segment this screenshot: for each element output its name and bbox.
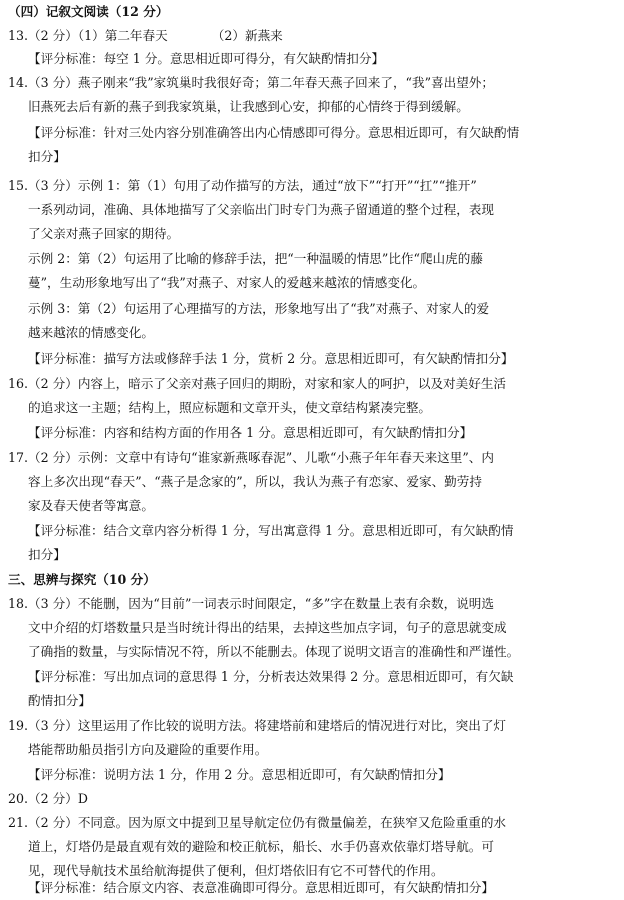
scoring-note-21: 【评分标准：结合原文内容、表意准确即可得分。意思相近即可，有欠缺酌情扣分】 [28,880,494,895]
answer-13: 13.（2 分）（1）第二年春天 （2）新燕来 [8,28,283,43]
answer-15-example-1-line-1: 15.（3 分）示例 1：第（1）句用了动作描写的方法，通过“放下”“打开”“扛”“推开” [8,178,477,193]
answer-14-line-2: 旧燕死去后有新的燕子到我家筑巢，让我感到心安，抑郁的心情终于得到缓解。 [28,99,469,114]
answer-15-example-1-line-3: 了父亲对燕子回家的期待。 [28,226,180,241]
scoring-note-19: 【评分标准：说明方法 1 分，作用 2 分。意思相近即可，有欠缺酌情扣分】 [28,767,451,782]
answer-19-line-2: 塔能帮助船员指引方向及避险的重要作用。 [28,742,268,757]
scoring-note-14-line-1: 【评分标准：针对三处内容分别准确答出内心情感即可得分。意思相近即可，有欠缺酌情 [28,125,520,140]
answer-15-example-2-line-2: 蔓”，生动形象地写出了“我”对燕子、对家人的爱越来越浓的情感变化。 [28,275,426,290]
answer-21-line-2: 道上，灯塔仍是最直观有效的避险和校正航标，船长、水手仍喜欢依靠灯塔导航。可 [28,839,494,854]
scoring-note-14-line-2: 扣分】 [28,149,66,164]
scoring-note-13: 【评分标准：每空 1 分。意思相近即可得分，有欠缺酌情扣分】 [28,51,385,66]
scoring-note-18-line-2: 酌情扣分】 [28,693,91,708]
answer-18-line-2: 文中介绍的灯塔数量只是当时统计得出的结果，去掉这些加点字词，句子的意思就变成 [28,620,507,635]
answer-15-example-2-line-1: 示例 2：第（2）句运用了比喻的修辞手法，把“一种温暖的情思”比作“爬山虎的藤 [28,251,483,266]
scoring-note-18-line-1: 【评分标准：写出加点词的意思得 1 分，分析表达效果得 2 分。意思相近即可，有欠缺 [28,669,514,684]
answer-17-line-2: 容上多次出现“春天”、“燕子是念家的”，所以，我认为燕子有恋家、爱家、勤劳持 [28,474,482,489]
answer-18-line-1: 18.（3 分）不能删，因为“目前”一词表示时间限定，“多”字在数量上表有余数，说明选 [8,596,494,611]
scoring-note-17-line-2: 扣分】 [28,547,66,562]
scoring-note-17-line-1: 【评分标准：结合文章内容分析得 1 分，写出寓意得 1 分。意思相近即可，有欠缺酌情 [28,523,514,538]
section-heading-critical-inquiry: 三、思辨与探究（10 分） [8,572,156,587]
answer-21-line-1: 21.（2 分）不同意。因为原文中提到卫星导航定位仍有微量偏差，在狭窄又危险重重的水 [8,815,507,830]
answer-19-line-1: 19.（3 分）这里运用了作比较的说明方法。将建塔前和建塔后的情况进行对比，突出了灯 [8,718,507,733]
scoring-note-16: 【评分标准：内容和结构方面的作用各 1 分。意思相近即可，有欠缺酌情扣分】 [28,425,473,440]
answer-15-example-3-line-1: 示例 3：第（2）句运用了心理描写的方法，形象地写出了“我”对燕子、对家人的爱 [28,301,490,316]
answer-16-line-1: 16.（2 分）内容上，暗示了父亲对燕子回归的期盼，对家和家人的呵护，以及对美好生活 [8,376,507,391]
answer-21-line-3: 见，现代导航技术虽给航海提供了便利，但灯塔依旧有它不可替代的作用。 [28,863,444,878]
answer-18-line-3: 了确指的数量，与实际情况不符，所以不能删去。体现了说明文语言的准确性和严谨性。 [28,644,520,659]
answer-17-line-3: 家及春天使者等寓意。 [28,498,154,513]
answer-15-example-1-line-2: 一系列动词，准确、具体地描写了父亲临出门时专门为燕子留通道的整个过程，表现 [28,202,494,217]
scoring-note-15: 【评分标准：描写方法或修辞手法 1 分，赏析 2 分。意思相近即可，有欠缺酌情扣分】 [28,351,514,366]
answer-16-line-2: 的追求这一主题；结构上，照应标题和文章开头，使文章结构紧凑完整。 [28,400,431,415]
answer-17-line-1: 17.（2 分）示例：文章中有诗句“谁家新燕啄春泥”、儿歌“小燕子年年春天来这里”、内 [8,450,494,465]
answer-15-example-3-line-2: 越来越浓的情感变化。 [28,325,154,340]
answer-14-line-1: 14.（3 分）燕子刚来“我”家筑巢时我很好奇；第二年春天燕子回来了，“我”喜出望外； [8,75,494,90]
section-heading-narrative-reading: （四）记叙文阅读（12 分） [8,4,169,19]
answer-20: 20.（2 分）D [8,791,88,806]
